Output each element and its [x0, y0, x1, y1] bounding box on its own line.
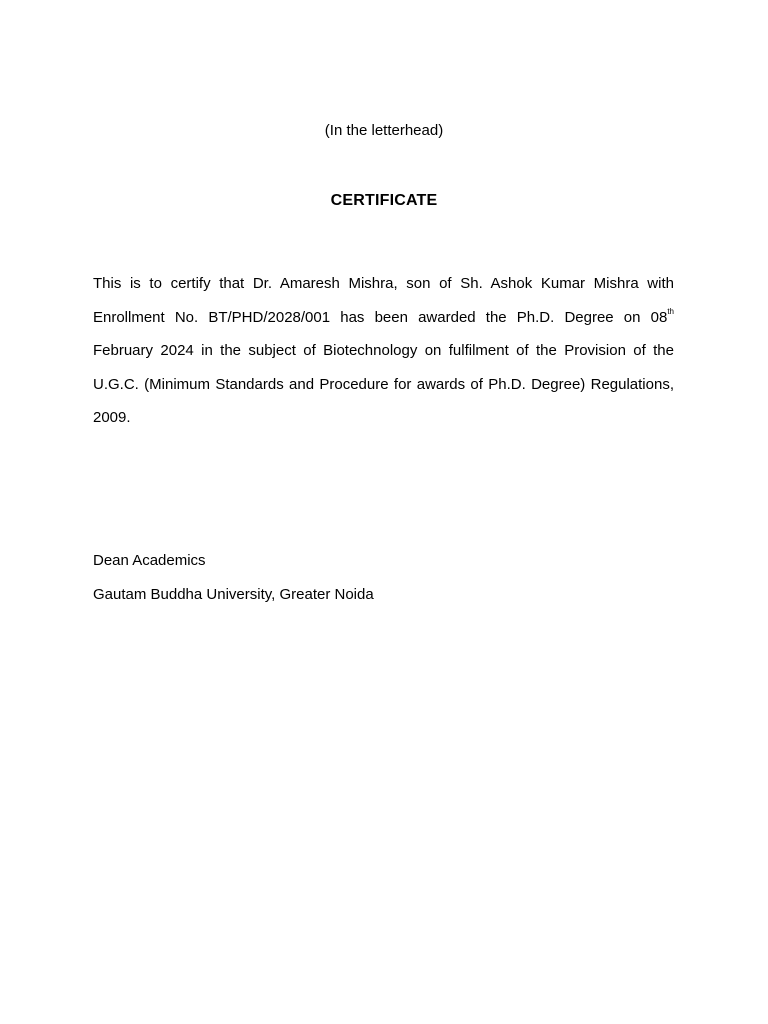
certificate-title: CERTIFICATE	[330, 192, 438, 209]
body-text-before-date: This is to certify that Dr. Amaresh Mishra, son of Sh. Ashok Kumar Mishra with Enrollment No. BT/PHD/2028/001 has been awarded the Ph.D. Degree on 08	[93, 275, 674, 326]
certificate-body	[93, 267, 674, 435]
signatory-title: Dean Academics	[93, 552, 206, 569]
letterhead-note: (In the letterhead)	[324, 122, 444, 139]
signatory-organization: Gautam Buddha University, Greater Noida	[93, 586, 374, 603]
body-text-after-date: February 2024 in the subject of Biotechnology on fulfilment of the Provision of the U.G.C. (Minimum Standards and Procedure for awards of Ph.D. Degree) Regulations, 2009.	[93, 342, 674, 427]
date-ordinal-suffix: th	[667, 306, 674, 316]
